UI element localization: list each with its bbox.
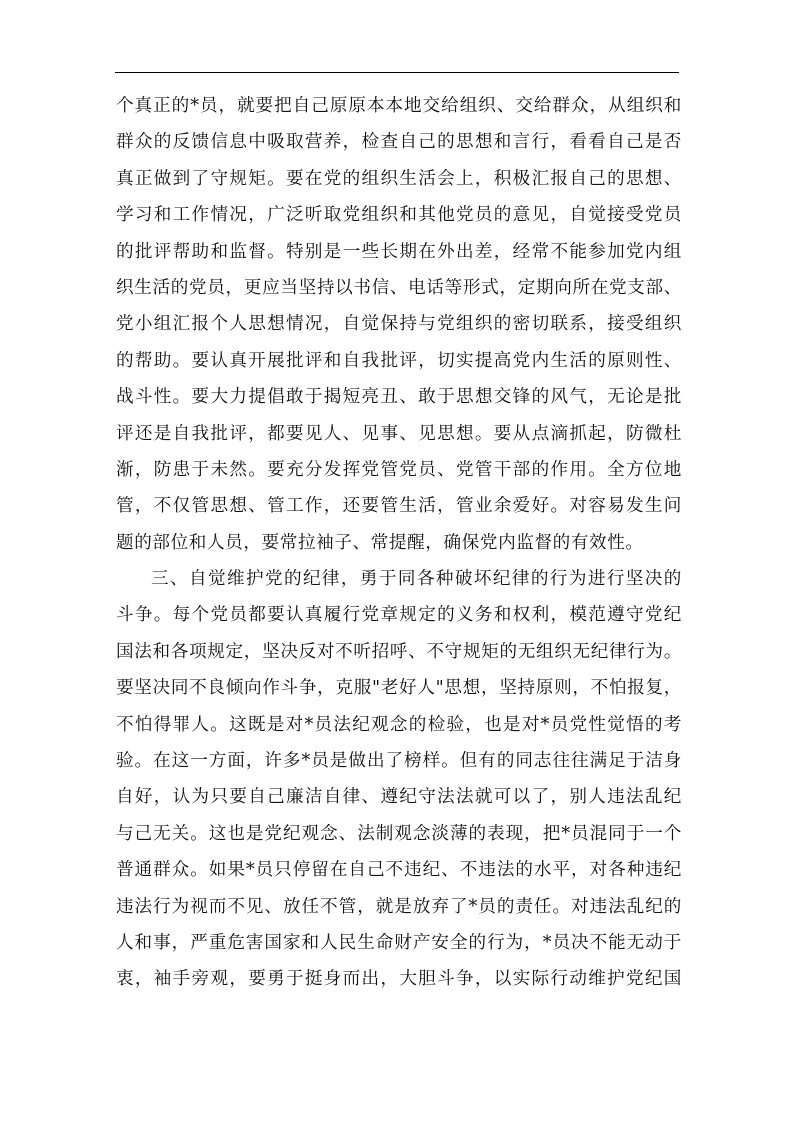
text-line: 织生活的党员，更应当坚持以书信、电话等形式，定期向所在党支部、 <box>116 277 682 298</box>
text-line: 衷，袖手旁观，要勇于挺身而出，大胆斗争，以实际行动维护党纪国 <box>116 969 682 990</box>
text-line: 国法和各项规定，坚决反对不听招呼、不守规矩的无组织无纪律行为。 <box>116 641 682 662</box>
text-line: 的批评帮助和监督。特别是一些长期在外出差，经常不能参加党内组 <box>116 241 682 262</box>
text-line: 普通群众。如果*员只停留在自己不违纪、不违法的水平，对各种违纪 <box>116 860 682 881</box>
text-line: 人和事，严重危害国家和人民生命财产安全的行为，*员决不能无动于 <box>116 932 682 953</box>
text-line: 党小组汇报个人思想情况，自觉保持与党组织的密切联系，接受组织 <box>116 314 682 335</box>
text-line: 自好，认为只要自己廉洁自律、遵纪守法法就可以了，别人违法乱纪 <box>116 787 682 808</box>
text-line: 真正做到了守规矩。要在党的组织生活会上，积极汇报自己的思想、 <box>116 168 682 189</box>
text-line: 管，不仅管思想、管工作，还要管生活，管业余爱好。对容易发生问 <box>116 496 682 517</box>
text-line: 个真正的*员，就要把自己原原本本地交给组织、交给群众，从组织和 <box>116 96 682 116</box>
text-line: 违法行为视而不见、放任不管，就是放弃了*员的责任。对违法乱纪的 <box>116 896 682 917</box>
text-line: 评还是自我批评，都要见人、见事、见思想。要从点滴抓起，防微杜 <box>116 423 682 444</box>
text-line: 斗争。每个党员都要认真履行党章规定的义务和权利，模范遵守党纪 <box>116 605 682 626</box>
text-line: 题的部位和人员，要常拉袖子、常提醒，确保党内监督的有效性。 <box>116 532 644 553</box>
text-line: 与己无关。这也是党纪观念、法制观念淡薄的表现，把*员混同于一个 <box>116 823 682 844</box>
text-line: 学习和工作情况，广泛听取党组织和其他党员的意见，自觉接受党员 <box>116 205 682 226</box>
text-line: 要坚决同不良倾向作斗争，克服"老好人"思想，坚持原则，不怕报复， <box>116 678 682 699</box>
text-line: 渐，防患于未然。要充分发挥党管党员、党管干部的作用。全方位地 <box>116 459 682 480</box>
text-line: 验。在这一方面，许多*员是做出了榜样。但有的同志往往满足于洁身 <box>116 751 682 772</box>
text-line: 群众的反馈信息中吸取营养，检查自己的思想和言行，看看自己是否 <box>116 132 682 153</box>
text-line: 战斗性。要大力提倡敢于揭短亮丑、敢于思想交锋的风气，无论是批 <box>116 387 682 408</box>
text-line: 的帮助。要认真开展批评和自我批评，切实提高党内生活的原则性、 <box>116 350 682 371</box>
text-line: 不怕得罪人。这既是对*员法纪观念的检验，也是对*员党性觉悟的考 <box>116 714 682 735</box>
text-line: 三、自觉维护党的纪律，勇于同各种破坏纪律的行为进行坚决的 <box>151 569 682 590</box>
document-body <box>116 88 682 998</box>
header-rule <box>115 72 679 73</box>
